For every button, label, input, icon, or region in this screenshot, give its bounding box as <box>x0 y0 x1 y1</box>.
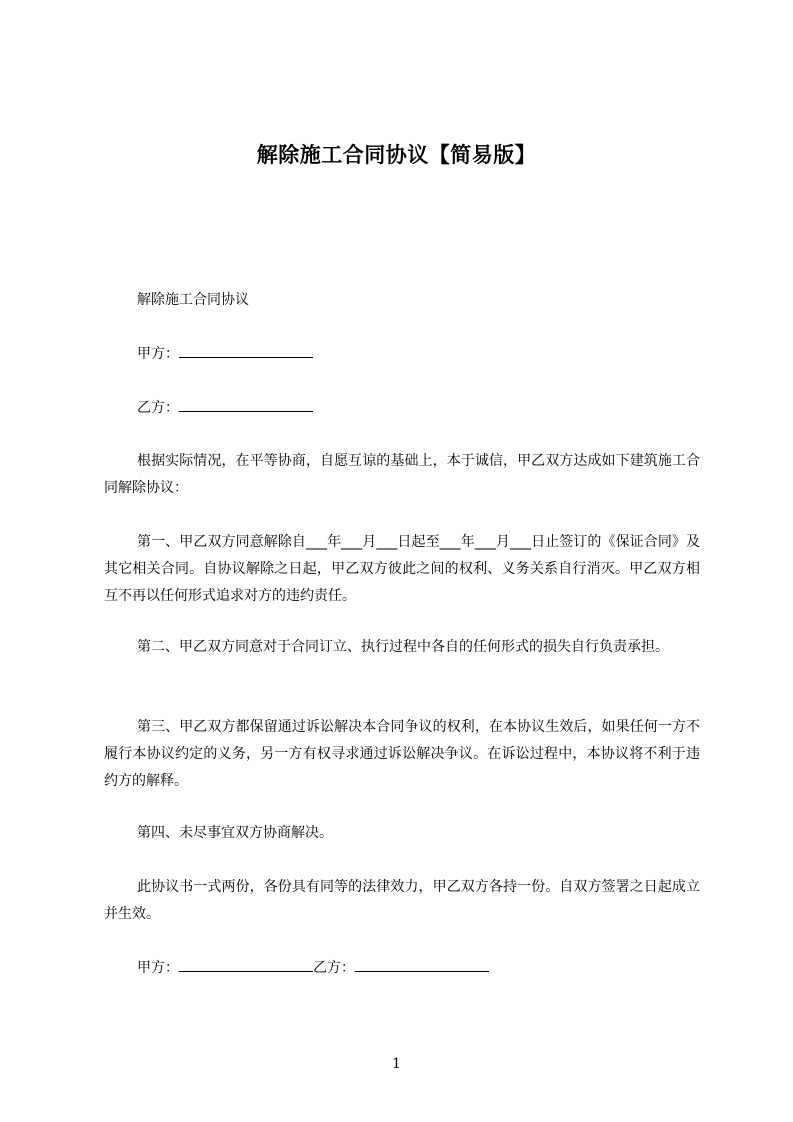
party-b-label: 乙方： <box>137 400 179 416</box>
signature-a-blank <box>179 957 313 972</box>
page-number: 1 <box>392 1056 401 1072</box>
signature-line <box>104 955 700 982</box>
intro-paragraph: 根据实际情况，在平等协商，自愿互谅的基础上，本于诚信，甲乙双方达成如下建筑施工合同解除协议： <box>104 453 700 496</box>
document-title: 解除施工合同协议【简易版】 <box>256 143 537 167</box>
party-b-blank <box>179 397 313 412</box>
party-a-label: 甲方： <box>137 346 179 362</box>
signature-b-label: 乙方： <box>313 960 355 976</box>
signature-a-label: 甲方： <box>137 960 179 976</box>
party-b-line <box>104 395 700 422</box>
clause-2-paragraph: 第二、甲乙双方同意对于合同订立、执行过程中各自的任何形式的损失自行负责承担。 <box>137 639 669 655</box>
clause-3-paragraph: 第三、甲乙双方都保留通过诉讼解决本合同争议的权利，在本协议生效后，如果任何一方不履行本协议约定的义务，另一方有权寻求通过诉讼解决争议。在诉讼过程中，本协议将不利于违约方的解释。 <box>104 719 700 789</box>
party-a-line <box>104 341 700 368</box>
clause-4-paragraph: 第四、未尽事宜双方协商解决。 <box>137 825 333 841</box>
clause-1-paragraph: 第一、甲乙双方同意解除自___年___月___日起至___年___月___日止签订的《保证合同》及其它相关合同。自协议解除之日起，甲乙双方彼此之间的权利、义务关系自行消灭。甲乙双方相互不再以任何形式追求对方的违约责任。 <box>104 534 700 604</box>
signature-b-blank <box>355 957 489 972</box>
party-a-blank <box>179 343 313 358</box>
closing-paragraph: 此协议书一式两份，各份具有同等的法律效力，甲乙双方各持一份。自双方签署之日起成立并生效。 <box>104 879 700 922</box>
document-subtitle: 解除施工合同协议 <box>137 292 249 308</box>
